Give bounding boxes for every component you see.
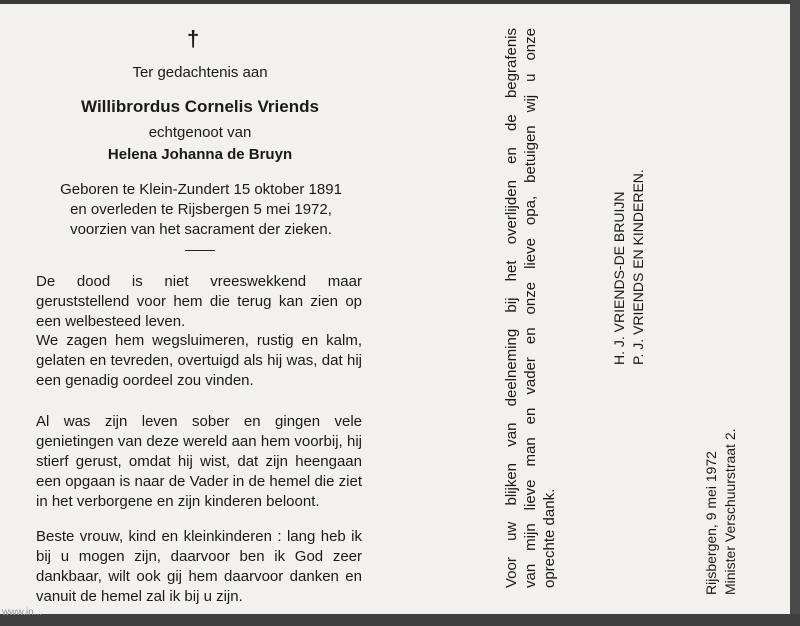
spouse-of-label: echtgenoot van [148,124,252,141]
bio-line: voorzien van het sacrament der zieken. [70,221,332,238]
bio-line: en overleden te Rijsbergen 5 mei 1972, [70,201,332,218]
paragraph: De dood is niet vreeswekkend maar geruststellend voor hem die terug kan zien op een welbesteed leven. [36,273,362,330]
deceased-name: Willibrordus Cornelis Vriends [81,97,319,116]
thank-you-line: oprechte dank. [541,488,558,588]
paragraph: We zagen hem wegsluimeren, rustig en kalm, gelaten en tevreden, overtuigd als hij was, dat hij een genadig oordeel zou vinden. [36,332,362,389]
paragraph: Al was zijn leven sober en gingen vele genietingen van deze wereld aan hem voorbij, hij stierf gerust, omdat hij wist, dat zijn heengaan een opgaan is naar de Vader in de hemel die ziet in het verborgene en zijn kinderen beloont. [36,413,362,510]
place-date-line: Rijsbergen, 9 mei 1972 [703,451,719,595]
thank-you-note [502,28,559,588]
cross-icon: † [187,26,200,51]
spouse-name: Helena Johanna de Bruyn [107,146,293,163]
in-memory-heading: Ter gedachtenis aan [132,64,268,81]
scan-edge-top [0,0,800,4]
biography [36,180,366,240]
family-line: H. J. VRIENDS-DE BRUIJN [611,191,627,365]
watermark: www.in... [2,607,43,618]
address-line: Minister Verschuurstraat 2. [722,428,738,595]
thank-you-line: van mijn lieve man en vader en onze lieve opa, betuigen wij u onze [522,28,539,588]
family-signature [610,169,648,365]
paragraph: Beste vrouw, kind en kleinkinderen : lang heb ik bij u mogen zijn, daarvoor ben ik God zeer dankbaar, wilt ook gij hem daarvoor danken en vanuit de hemel zal ik bij u zijn. [36,528,362,605]
scan-edge-right [790,0,800,626]
divider [185,250,215,251]
scan-edge-bottom [0,614,800,626]
family-line: P. J. VRIENDS EN KINDEREN. [630,169,646,365]
thank-you-line: Voor uw blijken van deelneming bij het overlijden en de begrafenis [503,28,520,588]
place-and-date [702,428,740,595]
bio-line: Geboren te Klein-Zundert 15 oktober 1891 [60,181,342,198]
